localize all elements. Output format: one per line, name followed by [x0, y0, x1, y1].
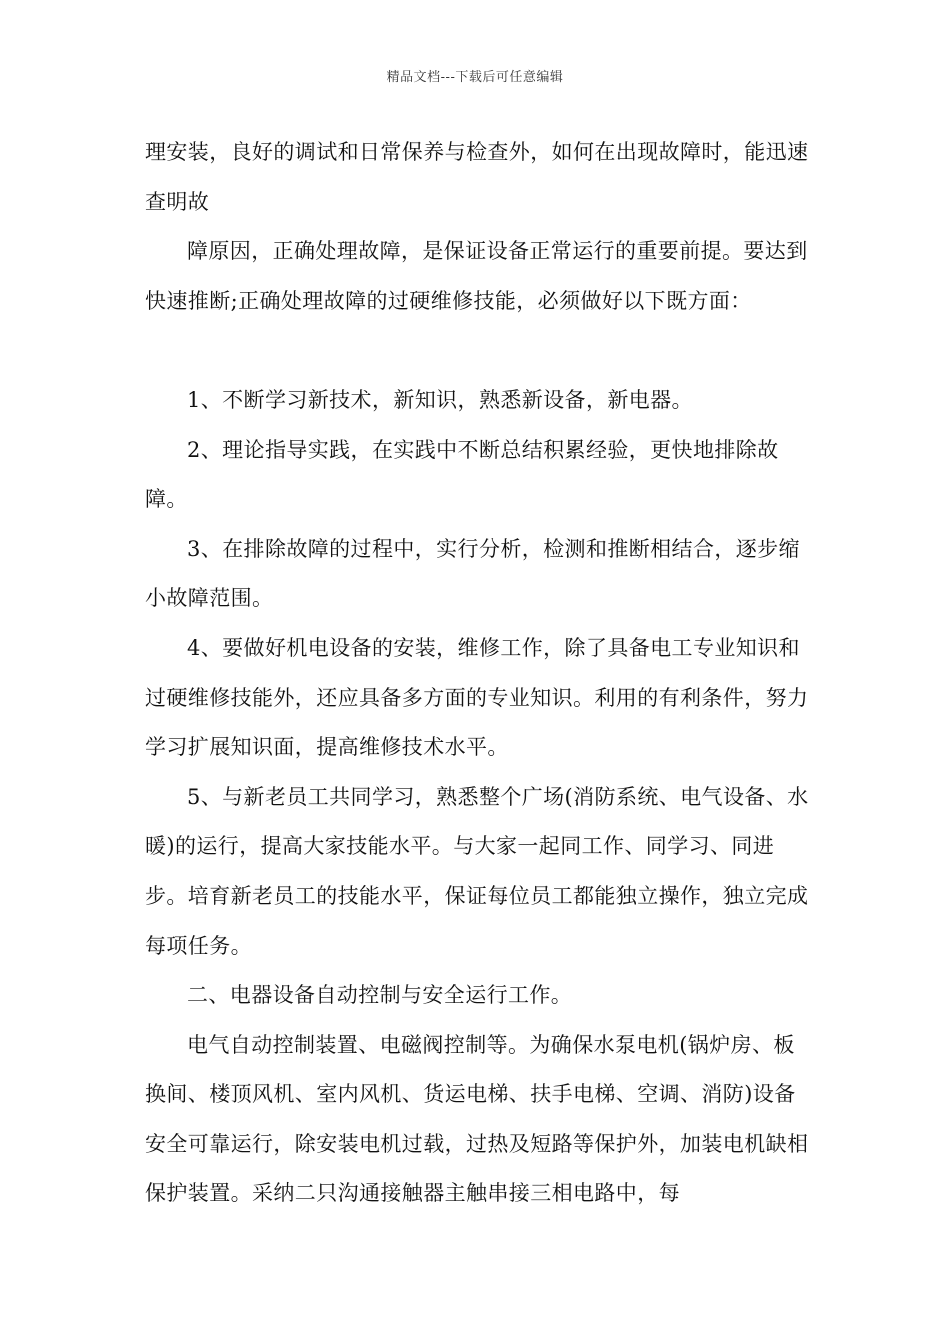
list-item-1: 1、不断学习新技术，新知识，熟悉新设备，新电器。	[187, 387, 693, 412]
list-item-4: 4、要做好机电设备的安装，维修工作，除了具备电工专业知识和过硬维修技能外，还应具备多方面的专业知识。利用的有利条件，努力学习扩展知识面，提高维修技术水平。	[145, 635, 809, 760]
list-item-3: 3、在排除故障的过程中，实行分析，检测和推断相结合，逐步缩小故障范围。	[145, 536, 800, 611]
paragraph-auto-control: 电气自动控制装置、电磁阀控制等。为确保水泵电机(锅炉房、板换间、楼顶风机、室内风机、货运电梯、扶手电梯、空调、消防)设备安全可靠运行，除安装电机过载，过热及短路等保护外，加装电机缺相保护装置。采纳二只沟通接触器主触串接三相电路中，每	[145, 1032, 809, 1206]
paragraph-continuation: 理安装，良好的调试和日常保养与检查外，如何在出现故障时，能迅速查明故	[145, 140, 809, 214]
page-header: 精品文档---下载后可任意编辑	[386, 70, 564, 85]
list-item-2: 2、理论指导实践，在实践中不断总结积累经验，更快地排除故障。	[145, 437, 779, 512]
paragraph-fault-cause: 障原因，正确处理故障，是保证设备正常运行的重要前提。要达到快速推断;正确处理故障的过硬维修技能，必须做好以下既方面：	[145, 239, 808, 313]
list-item-5: 5、与新老员工共同学习，熟悉整个广场(消防系统、电气设备、水暖)的运行，提高大家技能水平。与大家一起同工作、同学习、同进步。培育新老员工的技能水平，保证每位员工都能独立操作，独立完成每项任务。	[145, 784, 809, 958]
document-body	[145, 128, 813, 1219]
blank-line	[145, 326, 813, 376]
section-heading-2: 二、电器设备自动控制与安全运行工作。	[187, 983, 573, 1008]
